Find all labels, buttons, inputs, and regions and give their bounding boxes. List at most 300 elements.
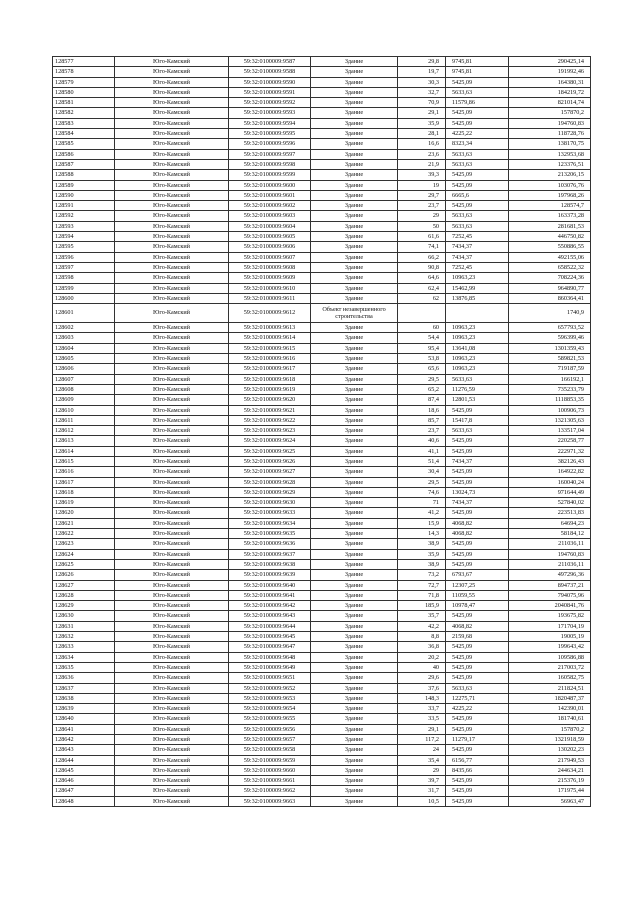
cadastral-value-cell: 446750,82: [509, 232, 591, 242]
area-cell: 21,9: [398, 159, 446, 169]
cadastral-number-cell: 59:32:0100009:9627: [229, 467, 311, 477]
row-id-cell: 128587: [53, 159, 115, 169]
table-row: [53, 570, 591, 580]
cadastral-table: [52, 56, 591, 807]
object-type-cell: Здание: [311, 201, 398, 211]
cadastral-value-cell: 222971,32: [509, 446, 591, 456]
unit-value-cell: 4225,22: [446, 704, 509, 714]
table-row: [53, 724, 591, 734]
area-cell: 35,4: [398, 755, 446, 765]
district-cell: Юго-Камский: [115, 518, 229, 528]
area-cell: 62: [398, 293, 446, 303]
table-row: [53, 611, 591, 621]
area-cell: 50: [398, 221, 446, 231]
cadastral-number-cell: 59:32:0100009:9661: [229, 776, 311, 786]
object-type-cell: Здание: [311, 714, 398, 724]
object-type-cell: Здание: [311, 159, 398, 169]
cadastral-number-cell: 59:32:0100009:9628: [229, 477, 311, 487]
row-id-cell: 128637: [53, 683, 115, 693]
object-type-cell: Здание: [311, 343, 398, 353]
row-id-cell: 128583: [53, 118, 115, 128]
cadastral-value-cell: 550886,55: [509, 242, 591, 252]
object-type-cell: Здание: [311, 662, 398, 672]
row-id-cell: 128606: [53, 364, 115, 374]
cadastral-value-cell: 191992,46: [509, 67, 591, 77]
district-cell: Юго-Камский: [115, 611, 229, 621]
unit-value-cell: 4225,22: [446, 129, 509, 139]
object-type-cell: Здание: [311, 405, 398, 415]
object-type-cell: Здание: [311, 426, 398, 436]
row-id-cell: 128642: [53, 735, 115, 745]
table-row: [53, 735, 591, 745]
object-type-cell: Здание: [311, 590, 398, 600]
unit-value-cell: 5425,09: [446, 652, 509, 662]
cadastral-number-cell: 59:32:0100009:9629: [229, 487, 311, 497]
unit-value-cell: 5425,09: [446, 673, 509, 683]
table-row: [53, 765, 591, 775]
row-id-cell: 128604: [53, 343, 115, 353]
object-type-cell: Здание: [311, 374, 398, 384]
unit-value-cell: 10963,23: [446, 323, 509, 333]
cadastral-number-cell: 59:32:0100009:9604: [229, 221, 311, 231]
cadastral-number-cell: 59:32:0100009:9601: [229, 190, 311, 200]
unit-value-cell: 5425,09: [446, 714, 509, 724]
district-cell: Юго-Камский: [115, 724, 229, 734]
object-type-cell: Здание: [311, 498, 398, 508]
district-cell: Юго-Камский: [115, 765, 229, 775]
cadastral-value-cell: 164922,82: [509, 467, 591, 477]
district-cell: Юго-Камский: [115, 252, 229, 262]
table-row: [53, 704, 591, 714]
cadastral-number-cell: 59:32:0100009:9659: [229, 755, 311, 765]
district-cell: Юго-Камский: [115, 108, 229, 118]
area-cell: 41,1: [398, 446, 446, 456]
row-id-cell: 128646: [53, 776, 115, 786]
row-id-cell: 128611: [53, 415, 115, 425]
district-cell: Юго-Камский: [115, 652, 229, 662]
table-row: [53, 129, 591, 139]
unit-value-cell: 7434,37: [446, 456, 509, 466]
area-cell: 15,9: [398, 518, 446, 528]
table-row: [53, 190, 591, 200]
cadastral-number-cell: 59:32:0100009:9645: [229, 632, 311, 642]
cadastral-number-cell: 59:32:0100009:9600: [229, 180, 311, 190]
cadastral-number-cell: 59:32:0100009:9621: [229, 405, 311, 415]
cadastral-value-cell: 160582,75: [509, 673, 591, 683]
cadastral-number-cell: 59:32:0100009:9594: [229, 118, 311, 128]
area-cell: 19: [398, 180, 446, 190]
cadastral-number-cell: 59:32:0100009:9606: [229, 242, 311, 252]
table-row: [53, 518, 591, 528]
cadastral-value-cell: 142390,01: [509, 704, 591, 714]
object-type-cell: Здание: [311, 683, 398, 693]
object-type-cell: Здание: [311, 673, 398, 683]
cadastral-number-cell: 59:32:0100009:9615: [229, 343, 311, 353]
table-row: [53, 580, 591, 590]
cadastral-value-cell: 589821,53: [509, 354, 591, 364]
table-row: [53, 498, 591, 508]
area-cell: 23,7: [398, 426, 446, 436]
table-row: [53, 446, 591, 456]
cadastral-number-cell: 59:32:0100009:9658: [229, 745, 311, 755]
district-cell: Юго-Камский: [115, 343, 229, 353]
cadastral-number-cell: 59:32:0100009:9602: [229, 201, 311, 211]
object-type-cell: Здание: [311, 118, 398, 128]
table-row: [53, 456, 591, 466]
district-cell: Юго-Камский: [115, 149, 229, 159]
area-cell: 41,2: [398, 508, 446, 518]
cadastral-value-cell: 735233,79: [509, 384, 591, 394]
district-cell: Юго-Камский: [115, 776, 229, 786]
unit-value-cell: 12307,25: [446, 580, 509, 590]
cadastral-number-cell: 59:32:0100009:9623: [229, 426, 311, 436]
cadastral-number-cell: 59:32:0100009:9609: [229, 273, 311, 283]
cadastral-value-cell: 157870,2: [509, 724, 591, 734]
area-cell: 29,6: [398, 673, 446, 683]
area-cell: 14,3: [398, 529, 446, 539]
area-cell: 61,6: [398, 232, 446, 242]
table-row: [53, 98, 591, 108]
object-type-cell: Здание: [311, 149, 398, 159]
object-type-cell: Здание: [311, 77, 398, 87]
table-row: [53, 549, 591, 559]
cadastral-value-cell: 497296,36: [509, 570, 591, 580]
object-type-cell: Здание: [311, 384, 398, 394]
row-id-cell: 128593: [53, 221, 115, 231]
row-id-cell: 128603: [53, 333, 115, 343]
district-cell: Юго-Камский: [115, 704, 229, 714]
row-id-cell: 128616: [53, 467, 115, 477]
cadastral-value-cell: 64694,23: [509, 518, 591, 528]
row-id-cell: 128631: [53, 621, 115, 631]
row-id-cell: 128612: [53, 426, 115, 436]
cadastral-value-cell: 894737,21: [509, 580, 591, 590]
cadastral-number-cell: 59:32:0100009:9614: [229, 333, 311, 343]
unit-value-cell: 5425,09: [446, 662, 509, 672]
area-cell: 64,6: [398, 273, 446, 283]
row-id-cell: 128622: [53, 529, 115, 539]
object-type-cell: Здание: [311, 693, 398, 703]
table-row: [53, 384, 591, 394]
unit-value-cell: 5425,09: [446, 539, 509, 549]
cadastral-value-cell: 1820487,37: [509, 693, 591, 703]
cadastral-value-cell: 223513,83: [509, 508, 591, 518]
area-cell: 85,7: [398, 415, 446, 425]
unit-value-cell: 7434,37: [446, 498, 509, 508]
object-type-cell: Здание: [311, 232, 398, 242]
district-cell: Юго-Камский: [115, 67, 229, 77]
row-id-cell: 128636: [53, 673, 115, 683]
row-id-cell: 128626: [53, 570, 115, 580]
district-cell: Юго-Камский: [115, 170, 229, 180]
area-cell: 73,2: [398, 570, 446, 580]
area-cell: 36,8: [398, 642, 446, 652]
cadastral-number-cell: 59:32:0100009:9611: [229, 293, 311, 303]
cadastral-number-cell: 59:32:0100009:9592: [229, 98, 311, 108]
area-cell: 29: [398, 211, 446, 221]
row-id-cell: 128598: [53, 273, 115, 283]
table-row: [53, 539, 591, 549]
unit-value-cell: 9745,81: [446, 57, 509, 67]
cadastral-number-cell: 59:32:0100009:9634: [229, 518, 311, 528]
row-id-cell: 128602: [53, 323, 115, 333]
unit-value-cell: 11059,55: [446, 590, 509, 600]
object-type-cell: Здание: [311, 549, 398, 559]
row-id-cell: 128615: [53, 456, 115, 466]
row-id-cell: 128591: [53, 201, 115, 211]
table-row: [53, 201, 591, 211]
table-row: [53, 374, 591, 384]
table-row: [53, 293, 591, 303]
table-row: [53, 621, 591, 631]
object-type-cell: Здание: [311, 621, 398, 631]
unit-value-cell: 7434,37: [446, 252, 509, 262]
row-id-cell: 128577: [53, 57, 115, 67]
row-id-cell: 128582: [53, 108, 115, 118]
cadastral-value-cell: 58184,12: [509, 529, 591, 539]
area-cell: 72,7: [398, 580, 446, 590]
district-cell: Юго-Камский: [115, 714, 229, 724]
row-id-cell: 128644: [53, 755, 115, 765]
object-type-cell: Здание: [311, 170, 398, 180]
table-row: [53, 67, 591, 77]
cadastral-value-cell: 971644,49: [509, 487, 591, 497]
object-type-cell: Здание: [311, 139, 398, 149]
cadastral-number-cell: 59:32:0100009:9662: [229, 786, 311, 796]
unit-value-cell: 8323,34: [446, 139, 509, 149]
area-cell: 35,9: [398, 549, 446, 559]
cadastral-value-cell: 171975,44: [509, 786, 591, 796]
unit-value-cell: 7434,37: [446, 242, 509, 252]
cadastral-value-cell: 184219,72: [509, 87, 591, 97]
cadastral-number-cell: 59:32:0100009:9596: [229, 139, 311, 149]
district-cell: Юго-Камский: [115, 755, 229, 765]
object-type-cell: Здание: [311, 518, 398, 528]
row-id-cell: 128599: [53, 283, 115, 293]
cadastral-value-cell: 194760,83: [509, 118, 591, 128]
unit-value-cell: 5633,63: [446, 683, 509, 693]
district-cell: Юго-Камский: [115, 642, 229, 652]
area-cell: 20,2: [398, 652, 446, 662]
object-type-cell: Здание: [311, 436, 398, 446]
cadastral-value-cell: 658522,32: [509, 262, 591, 272]
district-cell: Юго-Камский: [115, 159, 229, 169]
district-cell: Юго-Камский: [115, 293, 229, 303]
area-cell: 42,2: [398, 621, 446, 631]
cadastral-value-cell: 118728,76: [509, 129, 591, 139]
unit-value-cell: 5425,09: [446, 508, 509, 518]
district-cell: Юго-Камский: [115, 796, 229, 806]
area-cell: 16,6: [398, 139, 446, 149]
unit-value-cell: 5425,09: [446, 724, 509, 734]
table-row: [53, 415, 591, 425]
table-row: [53, 487, 591, 497]
table-row: [53, 159, 591, 169]
cadastral-number-cell: 59:32:0100009:9612: [229, 304, 311, 323]
unit-value-cell: 5633,63: [446, 87, 509, 97]
cadastral-number-cell: 59:32:0100009:9617: [229, 364, 311, 374]
district-cell: Юго-Камский: [115, 559, 229, 569]
area-cell: 38,9: [398, 559, 446, 569]
object-type-cell: Здание: [311, 642, 398, 652]
row-id-cell: 128617: [53, 477, 115, 487]
table-row: [53, 642, 591, 652]
unit-value-cell: 5633,63: [446, 374, 509, 384]
area-cell: 71,8: [398, 590, 446, 600]
district-cell: Юго-Камский: [115, 735, 229, 745]
row-id-cell: 128647: [53, 786, 115, 796]
area-cell: 62,4: [398, 283, 446, 293]
object-type-cell: Здание: [311, 364, 398, 374]
area-cell: 35,9: [398, 118, 446, 128]
object-type-cell: Здание: [311, 735, 398, 745]
table-row: [53, 170, 591, 180]
district-cell: Юго-Камский: [115, 395, 229, 405]
district-cell: Юго-Камский: [115, 508, 229, 518]
table-row: [53, 673, 591, 683]
cadastral-number-cell: 59:32:0100009:9636: [229, 539, 311, 549]
unit-value-cell: 11276,59: [446, 384, 509, 394]
district-cell: Юго-Камский: [115, 745, 229, 755]
cadastral-value-cell: 100906,73: [509, 405, 591, 415]
cadastral-value-cell: 197968,26: [509, 190, 591, 200]
cadastral-value-cell: 56963,47: [509, 796, 591, 806]
row-id-cell: 128645: [53, 765, 115, 775]
cadastral-value-cell: 157870,2: [509, 108, 591, 118]
area-cell: 23,6: [398, 149, 446, 159]
cadastral-value-cell: 964890,77: [509, 283, 591, 293]
area-cell: 65,6: [398, 364, 446, 374]
cadastral-number-cell: 59:32:0100009:9605: [229, 232, 311, 242]
district-cell: Юго-Камский: [115, 201, 229, 211]
cadastral-number-cell: 59:32:0100009:9654: [229, 704, 311, 714]
area-cell: 95,4: [398, 343, 446, 353]
unit-value-cell: 5425,09: [446, 446, 509, 456]
cadastral-number-cell: 59:32:0100009:9649: [229, 662, 311, 672]
district-cell: Юго-Камский: [115, 57, 229, 67]
cadastral-value-cell: 596399,46: [509, 333, 591, 343]
area-cell: 29: [398, 765, 446, 775]
cadastral-value-cell: 1321305,63: [509, 415, 591, 425]
row-id-cell: 128635: [53, 662, 115, 672]
unit-value-cell: 5425,09: [446, 786, 509, 796]
unit-value-cell: 6665,6: [446, 190, 509, 200]
object-type-cell: Здание: [311, 704, 398, 714]
unit-value-cell: 5425,09: [446, 77, 509, 87]
object-type-cell: Здание: [311, 529, 398, 539]
table-row: [53, 149, 591, 159]
unit-value-cell: 15462,99: [446, 283, 509, 293]
row-id-cell: 128609: [53, 395, 115, 405]
cadastral-value-cell: 1118853,35: [509, 395, 591, 405]
unit-value-cell: 5425,09: [446, 776, 509, 786]
row-id-cell: 128585: [53, 139, 115, 149]
unit-value-cell: 5425,09: [446, 108, 509, 118]
unit-value-cell: 10963,23: [446, 364, 509, 374]
table-row: [53, 108, 591, 118]
object-type-cell: Здание: [311, 467, 398, 477]
table-row: [53, 508, 591, 518]
object-type-cell: Здание: [311, 283, 398, 293]
unit-value-cell: 10963,23: [446, 354, 509, 364]
area-cell: 28,1: [398, 129, 446, 139]
row-id-cell: 128624: [53, 549, 115, 559]
row-id-cell: 128597: [53, 262, 115, 272]
unit-value-cell: 8435,66: [446, 765, 509, 775]
district-cell: Юго-Камский: [115, 590, 229, 600]
district-cell: Юго-Камский: [115, 683, 229, 693]
unit-value-cell: 12801,53: [446, 395, 509, 405]
unit-value-cell: 5425,09: [446, 796, 509, 806]
cadastral-number-cell: 59:32:0100009:9657: [229, 735, 311, 745]
unit-value-cell: 5425,09: [446, 118, 509, 128]
unit-value-cell: 5633,63: [446, 149, 509, 159]
unit-value-cell: 5425,09: [446, 477, 509, 487]
unit-value-cell: 5425,09: [446, 201, 509, 211]
area-cell: 54,4: [398, 333, 446, 343]
unit-value-cell: 15417,8: [446, 415, 509, 425]
cadastral-value-cell: 708224,36: [509, 273, 591, 283]
unit-value-cell: 5425,09: [446, 436, 509, 446]
table-row: [53, 467, 591, 477]
table-row: [53, 211, 591, 221]
object-type-cell: Здание: [311, 446, 398, 456]
cadastral-value-cell: 217949,53: [509, 755, 591, 765]
unit-value-cell: 13876,85: [446, 293, 509, 303]
cadastral-value-cell: 19005,19: [509, 632, 591, 642]
area-cell: 23,7: [398, 201, 446, 211]
cadastral-number-cell: 59:32:0100009:9620: [229, 395, 311, 405]
table-row: [53, 426, 591, 436]
district-cell: Юго-Камский: [115, 242, 229, 252]
district-cell: Юго-Камский: [115, 601, 229, 611]
object-type-cell: Здание: [311, 57, 398, 67]
cadastral-value-cell: 860364,41: [509, 293, 591, 303]
object-type-cell: Здание: [311, 508, 398, 518]
district-cell: Юго-Камский: [115, 374, 229, 384]
unit-value-cell: 10963,23: [446, 273, 509, 283]
unit-value-cell: 11279,17: [446, 735, 509, 745]
unit-value-cell: 10963,23: [446, 333, 509, 343]
unit-value-cell: 5425,09: [446, 745, 509, 755]
row-id-cell: 128601: [53, 304, 115, 323]
area-cell: 30,4: [398, 467, 446, 477]
object-type-cell: Здание: [311, 180, 398, 190]
table-row: [53, 693, 591, 703]
district-cell: Юго-Камский: [115, 632, 229, 642]
district-cell: Юго-Камский: [115, 333, 229, 343]
area-cell: 117,2: [398, 735, 446, 745]
unit-value-cell: 4068,82: [446, 518, 509, 528]
row-id-cell: 128634: [53, 652, 115, 662]
district-cell: Юго-Камский: [115, 190, 229, 200]
cadastral-number-cell: 59:32:0100009:9587: [229, 57, 311, 67]
cadastral-number-cell: 59:32:0100009:9599: [229, 170, 311, 180]
row-id-cell: 128613: [53, 436, 115, 446]
cadastral-number-cell: 59:32:0100009:9637: [229, 549, 311, 559]
district-cell: Юго-Камский: [115, 304, 229, 323]
area-cell: 39,7: [398, 776, 446, 786]
area-cell: 74,6: [398, 487, 446, 497]
area-cell: 60: [398, 323, 446, 333]
object-type-cell: Здание: [311, 477, 398, 487]
cadastral-value-cell: 657793,52: [509, 323, 591, 333]
cadastral-value-cell: 220258,77: [509, 436, 591, 446]
district-cell: Юго-Камский: [115, 405, 229, 415]
table-row: [53, 221, 591, 231]
cadastral-number-cell: 59:32:0100009:9642: [229, 601, 311, 611]
district-cell: Юго-Камский: [115, 283, 229, 293]
